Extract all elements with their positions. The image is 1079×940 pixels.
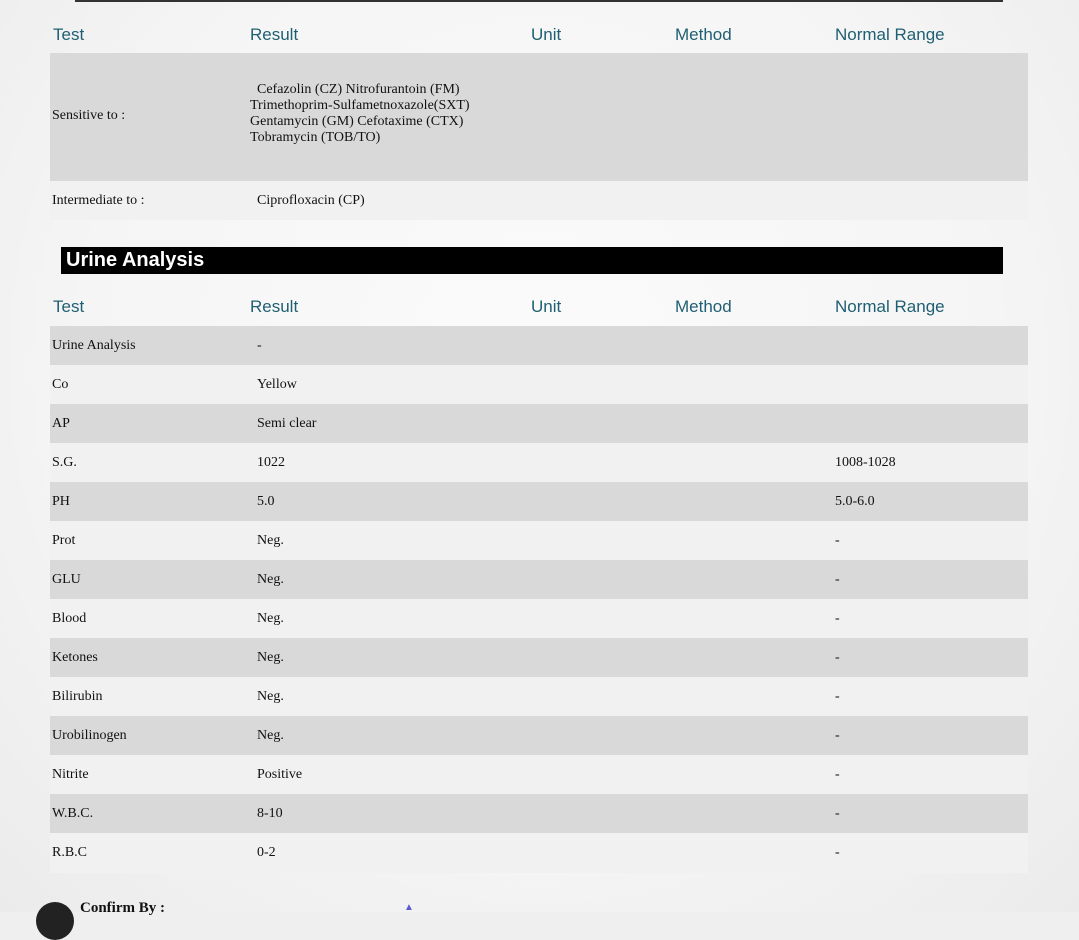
column-test: Test — [53, 297, 85, 316]
row-range: - — [835, 728, 840, 743]
row-result: Positive — [257, 767, 303, 782]
row-result: Neg. — [257, 650, 284, 665]
confirm-avatar — [36, 902, 74, 940]
row-test: Nitrite — [52, 767, 89, 782]
row-result: Neg. — [257, 611, 284, 626]
row-test: R.B.C — [52, 845, 88, 860]
row-result: - — [257, 338, 262, 353]
row-test: Ketones — [52, 650, 98, 665]
row-result: 0-2 — [257, 845, 276, 860]
row-result: 8-10 — [257, 806, 283, 821]
column-unit: Unit — [531, 25, 562, 44]
column-unit: Unit — [531, 297, 562, 316]
sensitive-label: Sensitive to : — [52, 108, 126, 123]
row-result: 5.0 — [257, 494, 275, 509]
table-row — [50, 560, 1028, 599]
row-result: Neg. — [257, 533, 284, 548]
column-method: Method — [675, 25, 732, 44]
table-row — [50, 521, 1028, 560]
row-range: - — [835, 650, 840, 665]
row-test: Prot — [52, 533, 76, 548]
table-row — [50, 716, 1028, 755]
sensitive-line: Tobramycin (TOB/TO) — [250, 130, 381, 145]
table-row — [50, 677, 1028, 716]
table-row — [50, 443, 1028, 482]
row-test: Bilirubin — [52, 689, 103, 704]
row-test: Urine Analysis — [52, 338, 136, 353]
row-range: - — [835, 689, 840, 704]
row-result: Neg. — [257, 572, 284, 587]
column-result: Result — [250, 25, 299, 44]
row-range: - — [835, 767, 840, 782]
table-row — [50, 833, 1028, 873]
sensitive-antibiotics — [250, 82, 470, 146]
sensitivity-table-header — [0, 16, 1079, 52]
confirm-by-label: Confirm By : — [80, 900, 165, 916]
row-test: PH — [52, 494, 70, 509]
sensitive-line: Cefazolin (CZ) Nitrofurantoin (FM) — [257, 82, 460, 97]
table-row — [50, 482, 1028, 521]
urine-table-header — [0, 288, 1079, 324]
column-normal-range: Normal Range — [835, 297, 945, 316]
intermediate-row — [50, 181, 1028, 220]
table-row — [50, 326, 1028, 365]
row-result: Neg. — [257, 689, 284, 704]
sensitive-row — [50, 53, 1028, 181]
row-result: 1022 — [257, 455, 285, 470]
row-result: Semi clear — [257, 416, 317, 431]
column-result: Result — [250, 297, 299, 316]
row-result: Yellow — [257, 377, 297, 392]
row-range: - — [835, 533, 840, 548]
column-method: Method — [675, 297, 732, 316]
sensitive-line: Trimethoprim-Sulfametnoxazole(SXT) — [250, 98, 470, 113]
row-test: GLU — [52, 572, 81, 587]
column-test: Test — [53, 25, 85, 44]
table-row — [50, 599, 1028, 638]
signature-mark-icon: ▲ — [404, 902, 414, 913]
row-test: Blood — [52, 611, 87, 626]
row-result: Neg. — [257, 728, 284, 743]
row-test: W.B.C. — [52, 806, 94, 821]
section-title-text: Urine Analysis — [66, 249, 205, 271]
sensitive-line: Gentamycin (GM) Cefotaxime (CTX) — [250, 114, 464, 129]
table-row — [50, 755, 1028, 794]
row-range: - — [835, 845, 840, 860]
intermediate-label: Intermediate to : — [52, 193, 145, 208]
row-range: 1008-1028 — [835, 455, 896, 470]
row-test: Co — [52, 377, 69, 392]
row-range: - — [835, 572, 840, 587]
row-range: - — [835, 806, 840, 821]
row-test: AP — [52, 416, 70, 431]
top-divider — [75, 0, 1003, 2]
row-range: - — [835, 611, 840, 626]
table-row — [50, 794, 1028, 833]
row-test: S.G. — [52, 455, 77, 470]
row-test: Urobilinogen — [52, 728, 127, 743]
row-range: 5.0-6.0 — [835, 494, 875, 509]
urine-analysis-section-title — [61, 247, 1003, 274]
intermediate-value: Ciprofloxacin (CP) — [257, 193, 365, 208]
table-row — [50, 404, 1028, 443]
column-normal-range: Normal Range — [835, 25, 945, 44]
table-row — [50, 365, 1028, 404]
table-row — [50, 638, 1028, 677]
